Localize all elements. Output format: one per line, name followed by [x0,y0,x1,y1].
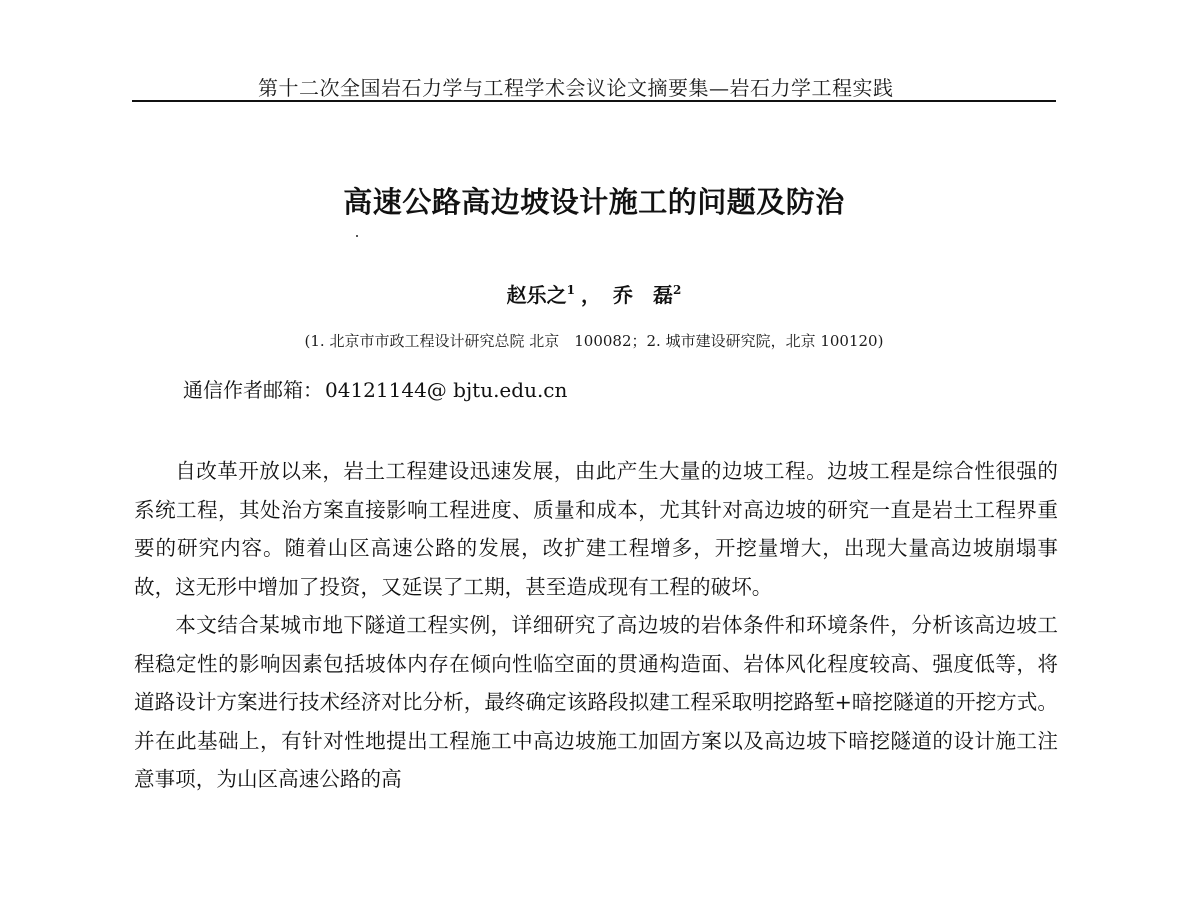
affiliation-mark: 2 [673,283,682,297]
author-separator: ， [581,283,601,307]
author-name: 赵乐之 [506,283,567,307]
body-text [134,452,1058,799]
paragraph: 自改革开放以来，岩土工程建设迅速发展，由此产生大量的边坡工程。边坡工程是综合性很强的系统工程，其处治方案直接影响工程进度、质量和成本，尤其针对高边坡的研究一直是岩土工程界重要的研究内容。随着山区高速公路的发展，改扩建工程增多，开挖量增大，出现大量高边坡崩塌事故，这无形中增加了投资，又延误了工期，甚至造成现有工程的破坏。 [134,459,1058,599]
header-rule [132,100,1056,102]
affiliation-mark: 1 [566,283,575,297]
author-name: 乔 磊 [613,283,673,307]
paragraph: 本文结合某城市地下隧道工程实例，详细研究了高边坡的岩体条件和环境条件，分析该高边坡工程稳定性的影响因素包括坡体内存在倾向性临空面的贯通构造面、岩体风化程度较高、强度低等，将道路设计方案进行技术经济对比分析，最终确定该路段拟建工程采取明挖路堑+暗挖隧道的开挖方式。并在此基础上，有针对性地提出工程施工中高边坡施工加固方案以及高边坡下暗挖隧道的设计施工注意事项，为山区高速公路的高 [134,613,1058,791]
scan-speck [356,235,358,237]
article-title: 高速公路高边坡设计施工的问题及防治 [343,185,845,219]
email-label: 通信作者邮箱： [183,378,323,402]
contact-email [183,374,567,403]
email-address: 04121144@ bjtu.edu.cn [325,378,568,402]
author-line [0,279,1188,308]
affiliation-line: (1. 北京市市政工程设计研究总院 北京 100082；2. 城市建设研究院，北京 100120) [304,332,884,350]
running-header: 第十二次全国岩石力学与工程学术会议论文摘要集—岩石力学工程实践 [258,76,894,100]
